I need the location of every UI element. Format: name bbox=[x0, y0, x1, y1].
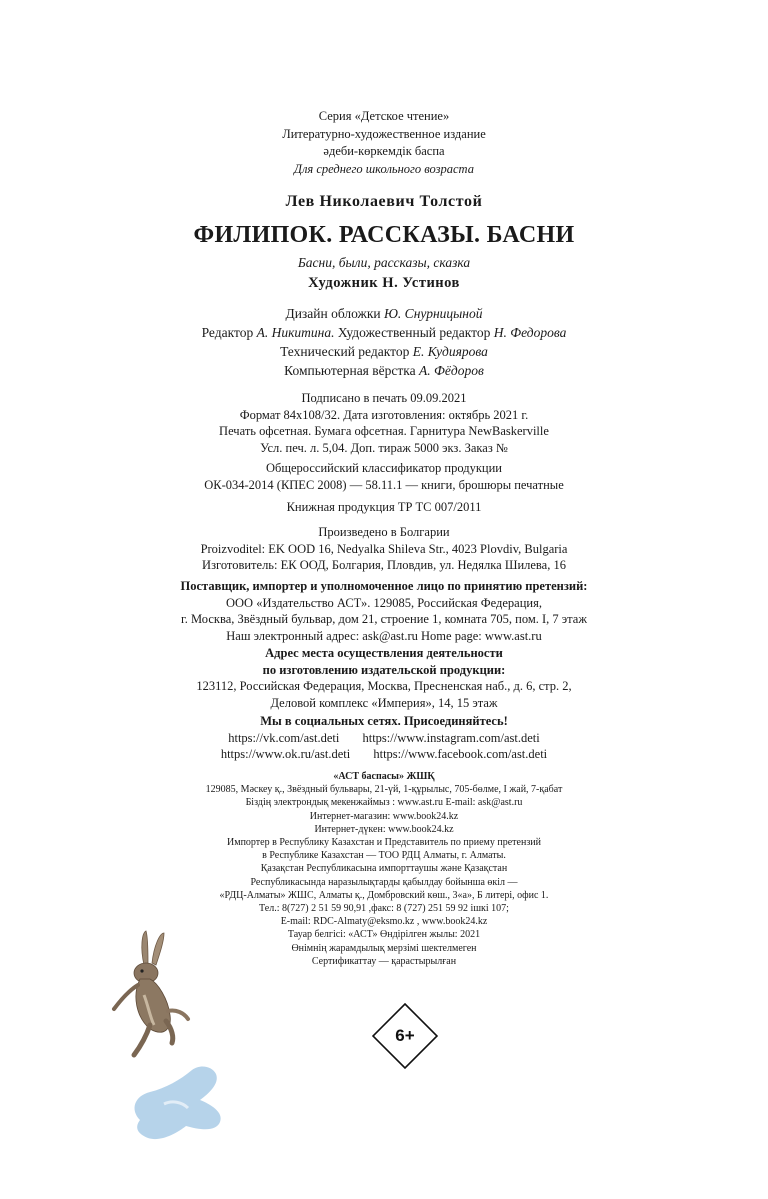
kz-line: Біздің электрондық мекенжаймыз : www.ast.ru E-mail: ask@ast.ru bbox=[245, 797, 523, 809]
book-subtitle: Басни, были, рассказы, сказка bbox=[297, 255, 471, 270]
manufacturer-info bbox=[0, 524, 768, 574]
cover-design-credit: Дизайн обложки Ю. Снурницыной bbox=[285, 306, 483, 321]
hare-illustration bbox=[110, 925, 200, 1065]
kz-line: Тел.: 8(727) 2 51 59 90,91 ,факс: 8 (727) 251 59 92 ішкі 107; bbox=[259, 903, 509, 915]
age-rating-badge bbox=[372, 1003, 438, 1069]
edition-type-kz: әдеби-көркемдік баспа bbox=[323, 144, 445, 158]
ok-link: https://www.ok.ru/ast.deti bbox=[220, 747, 351, 761]
kz-line: Интернет-магазин: www.book24.kz bbox=[309, 810, 459, 822]
kz-line: E-mail: RDC-Almaty@eksmo.kz , www.book24.kz bbox=[280, 916, 488, 928]
production-heading: по изготовлению издательской продукции: bbox=[262, 662, 506, 677]
hare-shadow-illustration bbox=[120, 1060, 230, 1145]
kz-line: Тауар белгісі: «АСТ» Өндірілген жылы: 2021 bbox=[287, 929, 481, 941]
series-name: Серия «Детское чтение» bbox=[318, 109, 450, 123]
print-line: Усл. печ. л. 5,04. Доп. тираж 5000 экз. Заказ № bbox=[260, 440, 508, 455]
product-standard: Книжная продукция ТР ТС 007/2011 bbox=[286, 500, 482, 514]
kz-line: в Республике Казахстан — ТОО РДЦ Алматы, г. Алматы. bbox=[262, 850, 506, 862]
series-info bbox=[0, 108, 768, 178]
kz-line: «РДЦ-Алматы» ЖШС, Алматы қ., Домбровский көш., 3«а», Б литері, офис 1. bbox=[219, 889, 549, 901]
supplier-line: ООО «Издательство АСТ». 129085, Российская Федерация, bbox=[226, 595, 542, 610]
print-info bbox=[0, 390, 768, 456]
production-line: 123112, Российская Федерация, Москва, Пресненская наб., д. 6, стр. 2, bbox=[196, 679, 572, 693]
supplier-info bbox=[0, 578, 768, 644]
production-line: Деловой комплекс «Империя», 14, 15 этаж bbox=[270, 695, 498, 710]
print-line: Формат 84х108/32. Дата изготовления: октябрь 2021 г. bbox=[239, 407, 529, 422]
credits bbox=[0, 304, 768, 380]
classifier-line: Общероссийский классификатор продукции bbox=[265, 461, 503, 475]
production-heading: Адрес места осуществления деятельности bbox=[265, 646, 503, 660]
origin-line: Произведено в Болгарии bbox=[318, 525, 450, 539]
supplier-line: г. Москва, Звёздный бульвар, дом 21, строение 1, комната 705, пом. I, 7 этаж bbox=[181, 612, 587, 626]
origin-line: Proizvoditel: EK OOD 16, Nedyalka Shileva Str., 4023 Plovdiv, Bulgaria bbox=[200, 541, 568, 556]
supplier-heading: Поставщик, импортер и уполномоченное лицо по принятию претензий: bbox=[180, 579, 588, 593]
classifier-line: ОК-034-2014 (КПЕС 2008) — 58.11.1 — книги, брошюры печатные bbox=[204, 477, 564, 492]
age-rating-text: 6+ bbox=[395, 1026, 415, 1045]
author-name: Лев Николаевич Толстой bbox=[285, 193, 483, 210]
book-title: ФИЛИПОК. РАССКАЗЫ. БАСНИ bbox=[193, 222, 575, 248]
tech-editor-credit: Технический редактор Е. Кудиярова bbox=[280, 344, 488, 359]
facebook-link: https://www.facebook.com/ast.deti bbox=[373, 747, 548, 761]
kz-line: Қазақстан Республикасына импорттаушы және Қазақстан bbox=[260, 863, 508, 875]
kz-line: Өнімнің жарамдылық мерзімі шектелмеген bbox=[291, 942, 477, 954]
kz-line: Интернет-дүкен: www.book24.kz bbox=[314, 823, 454, 835]
layout-credit: Компьютерная вёрстка А. Фёдоров bbox=[284, 363, 484, 378]
age-group: Для среднего школьного возраста bbox=[294, 161, 474, 176]
social-links-row bbox=[0, 730, 768, 747]
product-classifier bbox=[0, 460, 768, 493]
edition-type-ru: Литературно-художественное издание bbox=[282, 126, 486, 141]
print-line: Подписано в печать 09.09.2021 bbox=[301, 391, 467, 405]
kz-line: Сертификаттау — қарастырылған bbox=[311, 955, 457, 967]
kz-line: 129085, Мәскеу қ., Звёздный бульвары, 21-үй, 1-құрылыс, 705-бөлме, I жай, 7-қабат bbox=[205, 784, 563, 796]
illustrator: Художник Н. Устинов bbox=[308, 275, 460, 291]
kz-line: Республикасында наразылықтарды қабылдау бойынша өкіл — bbox=[250, 876, 518, 888]
social-heading: Мы в социальных сетях. Присоединяйтесь! bbox=[260, 714, 508, 728]
editor-credit: Редактор А. Никитина. Художественный редактор Н. Федорова bbox=[201, 325, 567, 340]
origin-line: Изготовитель: ЕК ООД, Болгария, Пловдив, ул. Недялка Шилева, 16 bbox=[202, 558, 566, 572]
kz-line: Импортер в Республику Казахстан и Представитель по приему претензий bbox=[227, 837, 541, 849]
production-address bbox=[0, 645, 768, 711]
kz-heading: «АСТ баспасы» ЖШҚ bbox=[333, 771, 435, 782]
instagram-link: https://www.instagram.com/ast.deti bbox=[362, 730, 540, 745]
vk-link: https://vk.com/ast.deti bbox=[228, 730, 340, 745]
print-line: Печать офсетная. Бумага офсетная. Гарнитура NewBaskerville bbox=[219, 424, 549, 438]
social-links-row bbox=[0, 746, 768, 763]
supplier-line: Наш электронный адрес: ask@ast.ru Home page: www.ast.ru bbox=[226, 628, 542, 643]
social-links bbox=[0, 713, 768, 763]
